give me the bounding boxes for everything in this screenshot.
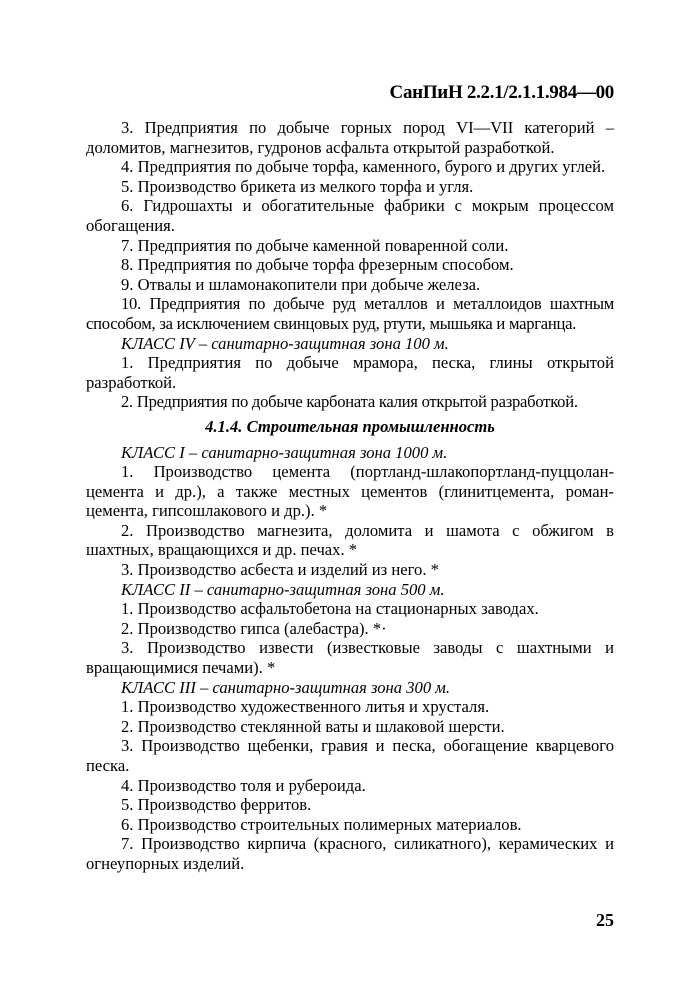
document-body [86,118,614,874]
list-item: 2. Производство гипса (алебастра). *· [121,618,387,638]
list-item: 1. Производство цемента (портланд-шлакопортланд-пуццолан-цемента и др.), а также местных цементов (глинитцемента, роман-цемента, гипсошлакового и др.). * [86,462,614,521]
list-item: 2. Предприятия по добыче карбоната калия открытой разработкой. [121,392,578,412]
list-item: 9. Отвалы и шламонакопители при добыче железа. [121,274,481,294]
class-heading: КЛАСС III – санитарно-защитная зона 300 м. [121,677,451,697]
page-number: 25 [596,910,614,930]
list-item: 8. Предприятия по добыче торфа фрезерным способом. [121,255,514,275]
class-heading: КЛАСС IV – санитарно-защитная зона 100 м. [121,333,449,353]
list-item: 2. Производство стеклянной ваты и шлаковой шерсти. [121,716,505,736]
list-item: 3. Производство щебенки, гравия и песка, обогащение кварцевого песка. [86,736,614,775]
list-item: 5. Производство брикета из мелкого торфа и угля. [121,176,474,196]
list-item: 5. Производство ферритов. [121,795,312,815]
list-item: 3. Предприятия по добыче горных пород VI—VII категорий – доломитов, магнезитов, гудронов асфальта открытой разработкой. [86,118,614,157]
list-item: 6. Производство строительных полимерных материалов. [121,814,522,834]
list-item: 10. Предприятия по добыче руд металлов и металлоидов шахтным способом, за исключением свинцовых руд, ртути, мышьяка и марганца. [86,294,614,333]
list-item: 3. Производство извести (известковые заводы с шахтными и вращающимися печами). * [86,638,614,678]
section-title: 4.1.4. Строительная промышленность [205,416,495,436]
class-heading: КЛАСС II – санитарно-защитная зона 500 м. [121,579,445,599]
list-item: 6. Гидрошахты и обогатительные фабрики с мокрым процессом обогащения. [86,196,614,235]
list-item: 4. Производство толя и рубероида. [121,775,366,795]
class-heading: КЛАСС I – санитарно-защитная зона 1000 м. [121,442,448,462]
list-item: 7. Предприятия по добыче каменной поваренной соли. [121,235,509,255]
list-item: 3. Производство асбеста и изделий из него. * [121,560,439,580]
list-item: 7. Производство кирпича (красного, силикатного), керамических и огнеупорных изделий. [86,834,614,873]
list-item: 1. Производство асфальтобетона на стационарных заводах. [121,599,539,619]
list-item: 1. Предприятия по добыче мрамора, песка, глины открытой разработкой. [86,353,614,392]
list-item: 4. Предприятия по добыче торфа, каменного, бурого и других углей. [121,157,606,177]
list-item: 2. Производство магнезита, доломита и шамота с обжигом в шахтных, вращающихся и др. печах. * [86,520,614,560]
list-item: 1. Производство художественного литья и хрусталя. [121,697,490,717]
document-code-header: СанПиН 2.2.1/2.1.1.984—00 [389,82,614,103]
